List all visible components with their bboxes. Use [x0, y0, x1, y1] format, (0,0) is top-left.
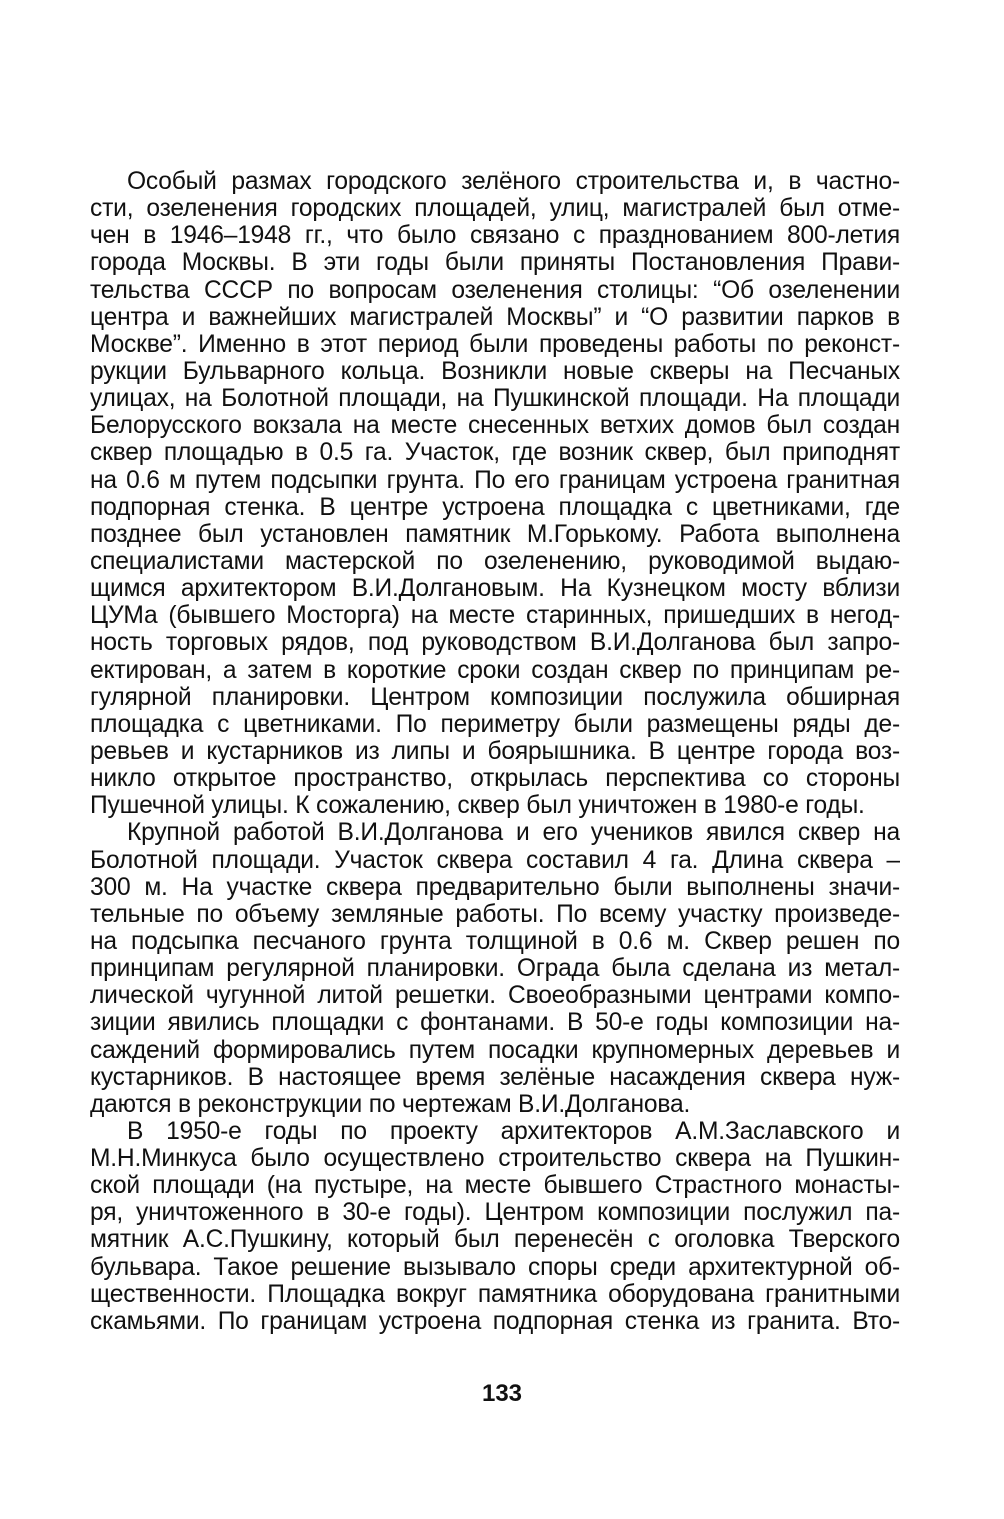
text-line: скамьями. По границам устроена подпорная стенка из гранита. Вто- [90, 1307, 900, 1335]
text-line: В 1950-е годы по проекту архитекторов А.М.Заславского и [127, 1117, 900, 1145]
text-line: Особый размах городского зелёного строительства и, в частно- [127, 168, 900, 195]
text-line: тельства СССР по вопросам озеленения столицы: “Об озеленении [90, 276, 900, 304]
text-line: чен в 1946–1948 гг., что было связано с празднованием 800-летия [90, 222, 900, 250]
text-line: ской площади (на пустыре, на месте бывшего Страстного монасты- [90, 1172, 900, 1200]
text-line: мятник А.С.Пушкину, который был перенесён с оголовка Тверского [90, 1226, 900, 1254]
text-line: 300 м. На участке сквера предварительно были выполнены значи- [90, 873, 900, 901]
text-line: площадка с цветниками. По периметру были размещены ряды де- [90, 710, 900, 738]
text-line: тельные по объему земляные работы. По всему участку произведе- [90, 900, 900, 928]
text-line: лической чугунной литой решетки. Своеобразными центрами компо- [90, 982, 900, 1010]
text-line: Пушечной улицы. К сожалению, сквер был уничтожен в 1980-е годы. [90, 792, 865, 820]
text-line: на 0.6 м путем подсыпки грунта. По его границам устроена гранитная [90, 466, 900, 494]
text-line: специалистами мастерской по озеленению, руководимой выдаю- [90, 547, 900, 575]
text-line: ектирован, а затем в короткие сроки создан сквер по принципам ре- [90, 656, 900, 684]
text-line: гулярной планировки. Центром композиции послужила обширная [90, 683, 900, 711]
text-line: города Москвы. В эти годы были приняты Постановления Прави- [90, 249, 900, 277]
text-line: на подсыпка песчаного грунта толщиной в 0.6 м. Сквер решен по [90, 927, 900, 955]
text-line: рукции Бульварного кольца. Возникли новые скверы на Песчаных [90, 357, 900, 385]
text-line: Белорусского вокзала на месте снесенных ветхих домов был создан [90, 412, 900, 440]
text-line: сквер площадью в 0.5 га. Участок, где возник сквер, был приподнят [90, 439, 900, 467]
text-line: даются в реконструкции по чертежам В.И.Долганова. [90, 1090, 691, 1118]
text-line: ревьев и кустарников из липы и боярышника. В центре города воз- [90, 737, 900, 765]
text-line: ность торговых рядов, под руководством В.И.Долганова был запро- [90, 629, 900, 657]
text-line: щественности. Площадка вокруг памятника оборудована гранитными [90, 1280, 900, 1308]
text-line: принципам регулярной планировки. Ограда была сделана из метал- [90, 955, 900, 983]
body-text [90, 168, 900, 1335]
text-line: кустарников. В настоящее время зелёные насаждения сквера нуж- [90, 1063, 900, 1091]
text-line: Крупной работой В.И.Долганова и его учеников явился сквер на [127, 819, 900, 847]
text-line: бульвара. Такое решение вызывало споры среди архитектурной об- [90, 1253, 900, 1281]
text-line: Москве”. Именно в этот период были проведены работы по реконст- [90, 330, 900, 358]
text-line: ря, уничтоженного в 30-е годы). Центром композиции послужил па- [90, 1199, 900, 1227]
page-number: 133 [481, 1380, 523, 1407]
text-line: позднее был установлен памятник М.Горькому. Работа выполнена [90, 520, 900, 548]
text-line: Болотной площади. Участок сквера составил 4 га. Длина сквера – [90, 846, 900, 874]
text-line: зиции явились площадки с фонтанами. В 50-е годы композиции на- [90, 1009, 900, 1037]
text-line: ЦУМа (бывшего Мосторга) на месте старинных, пришедших в негод- [90, 602, 900, 630]
text-line: подпорная стенка. В центре устроена площадка с цветниками, где [90, 493, 900, 521]
text-line: центра и важнейших магистралей Москвы” и “О развитии парков в [90, 303, 900, 331]
text-line: никло открытое пространство, открылась перспектива со стороны [90, 765, 900, 793]
text-line: М.Н.Минкуса было осуществлено строительство сквера на Пушкин- [90, 1145, 900, 1173]
text-line: саждений формировались путем посадки крупномерных деревьев и [90, 1036, 900, 1064]
text-line: улицах, на Болотной площади, на Пушкинской площади. На площади [90, 385, 900, 413]
text-line: сти, озеленения городских площадей, улиц, магистралей был отме- [90, 195, 900, 223]
text-line: щимся архитектором В.И.Долгановым. На Кузнецком мосту вблизи [90, 575, 900, 603]
